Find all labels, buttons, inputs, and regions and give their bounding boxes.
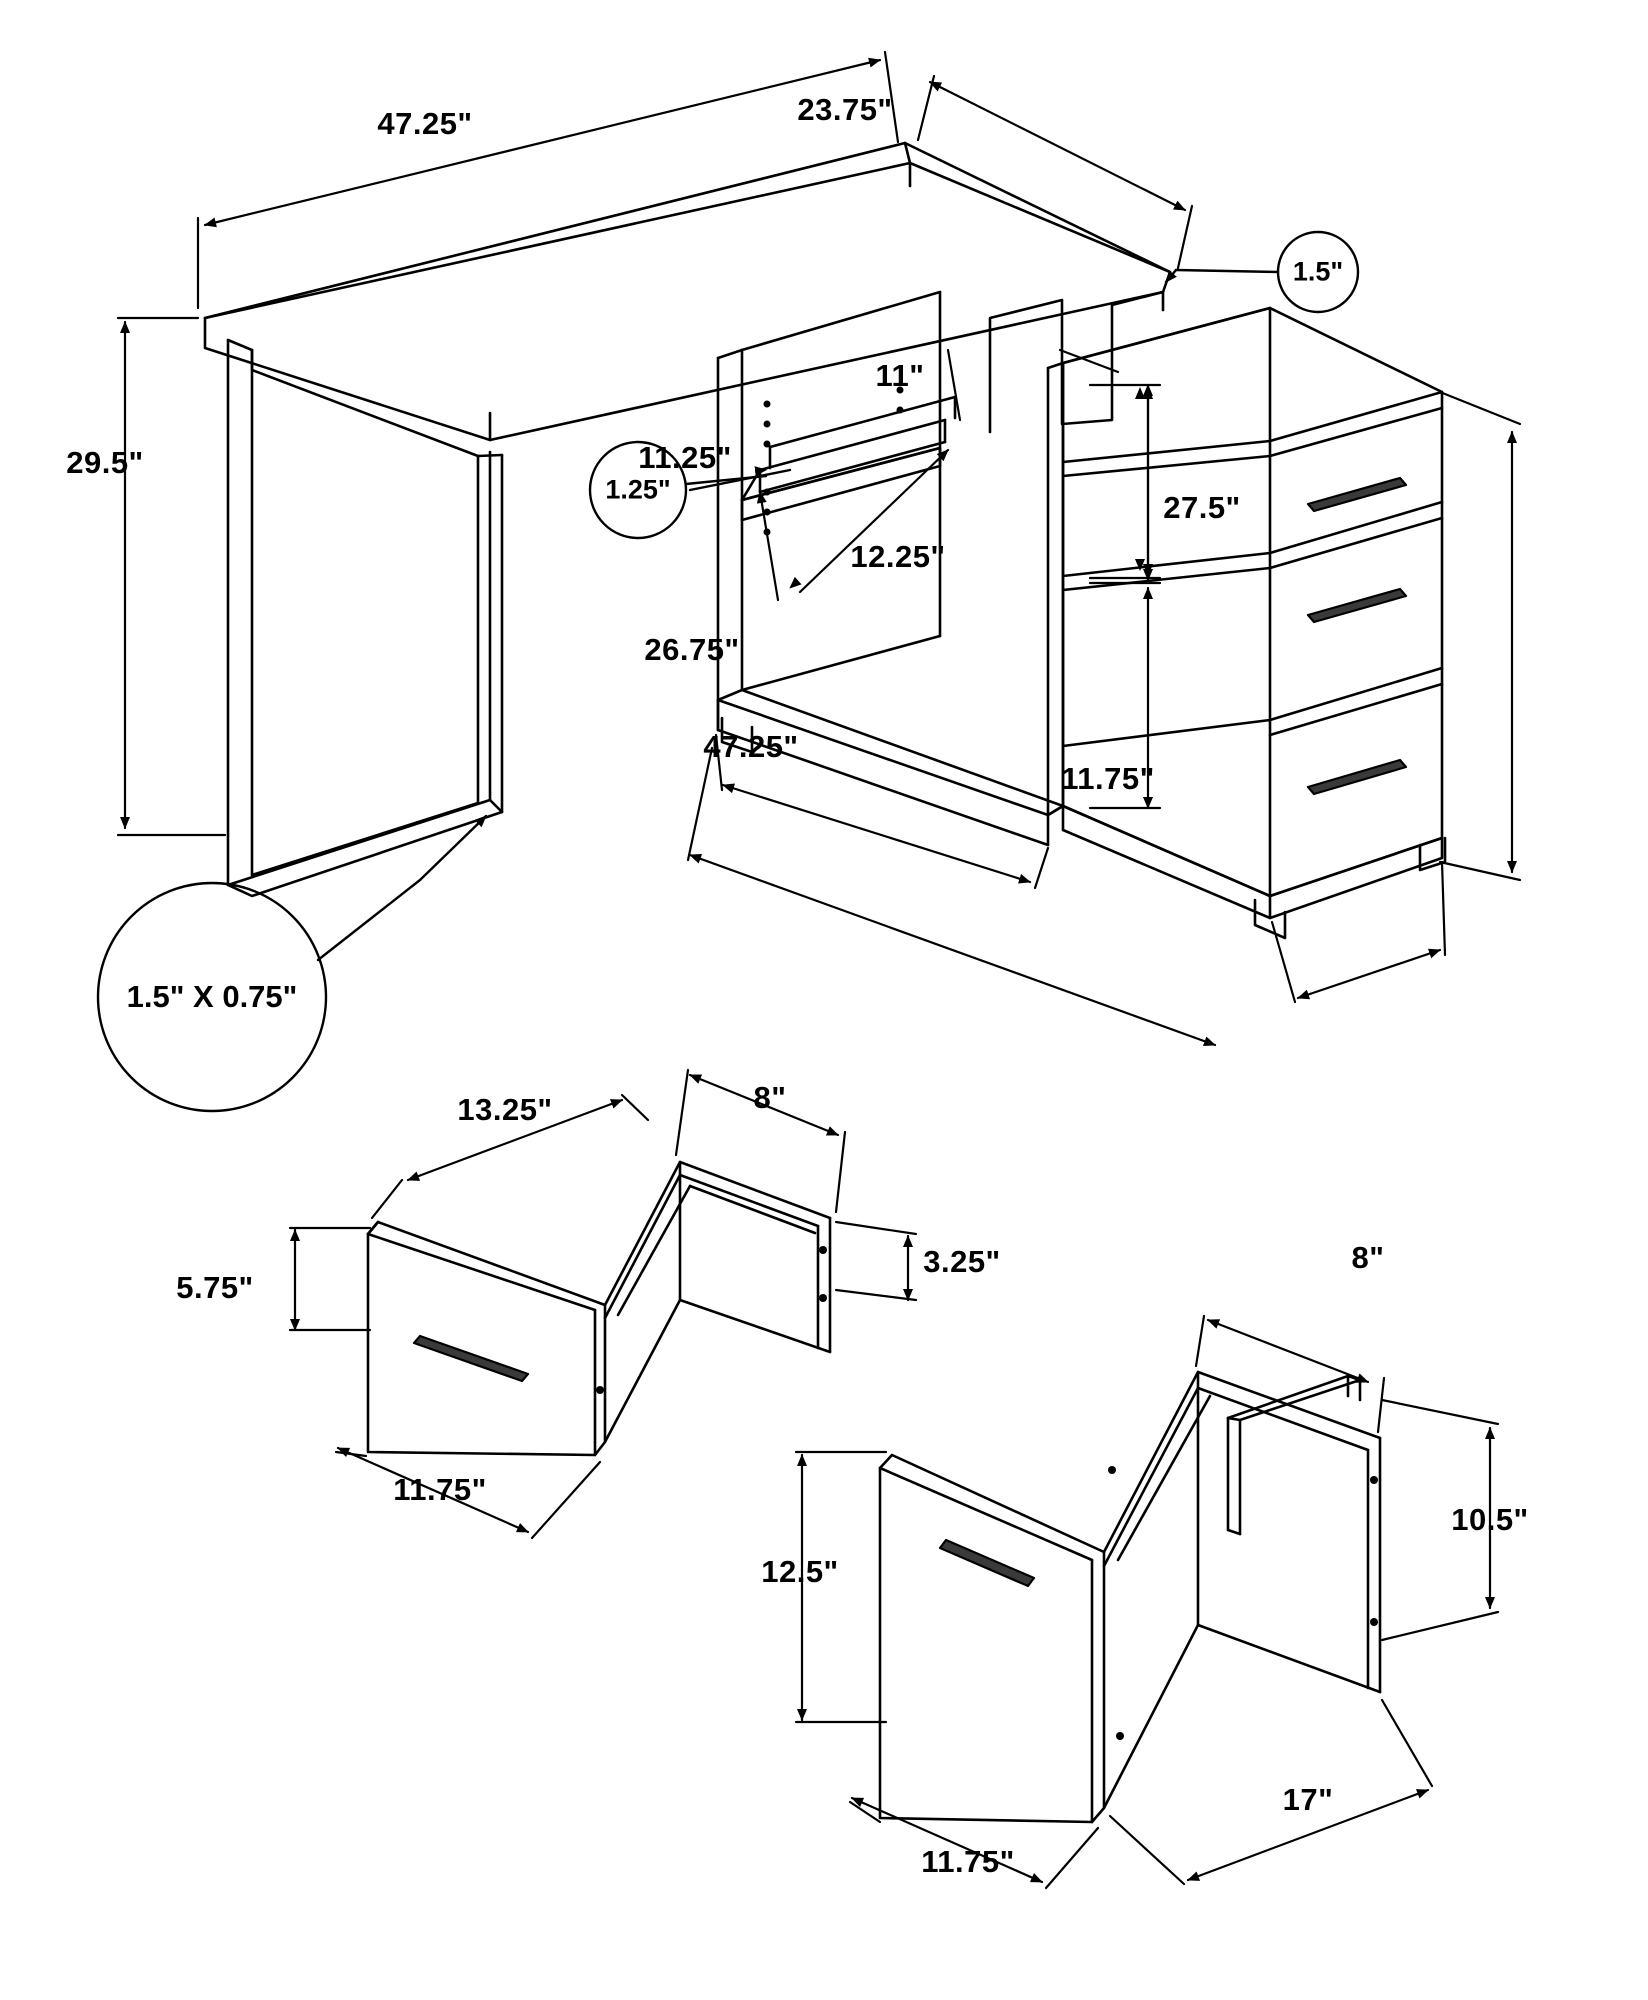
desk-top-surface bbox=[205, 143, 1170, 440]
dim-file-drawer-width: 17" bbox=[1282, 1782, 1334, 1817]
dim-desk-top-width: 47.25" bbox=[377, 106, 473, 141]
dim-lower-opening-height: 12.25" bbox=[850, 539, 946, 574]
dim-file-drawer-front-width: 11.75" bbox=[921, 1844, 1015, 1879]
dim-base-overall-width: 47.25" bbox=[703, 729, 799, 764]
dim-small-drawer-front-width: 11.75" bbox=[393, 1472, 487, 1507]
pedestal-divider-panel bbox=[1048, 363, 1063, 815]
dim-small-drawer-depth: 8" bbox=[753, 1080, 787, 1115]
dimension-pedestal-depth bbox=[1272, 862, 1445, 1002]
dim-desk-height: 29.5" bbox=[66, 445, 144, 480]
drawer-pedestal bbox=[1063, 308, 1445, 938]
dim-file-drawer-box-height: 10.5" bbox=[1451, 1502, 1529, 1537]
dim-file-drawer-front-height: 12.5" bbox=[761, 1554, 839, 1589]
dim-upper-opening-height: 11" bbox=[875, 358, 925, 393]
pedestal-drawer-handles bbox=[1308, 478, 1406, 794]
callout-top-thickness: 1.5" bbox=[1292, 256, 1344, 287]
small-drawer bbox=[368, 1162, 830, 1455]
left-leg-frame bbox=[228, 340, 502, 896]
dim-shelf-width: 11.25" bbox=[638, 440, 732, 475]
dim-file-drawer-depth: 8" bbox=[1351, 1240, 1385, 1275]
dim-small-drawer-front-height: 5.75" bbox=[176, 1270, 254, 1305]
dim-desk-top-depth: 23.75" bbox=[797, 92, 893, 127]
dimension-shelf-width bbox=[760, 350, 960, 600]
dim-small-drawer-width: 13.25" bbox=[457, 1092, 553, 1127]
shelf-cabinet bbox=[718, 292, 955, 730]
dimension-lines-file-drawer bbox=[796, 1316, 1498, 1888]
callout-panel-thickness: 1.25" bbox=[605, 474, 671, 505]
dim-pedestal-depth: 11.75" bbox=[1061, 761, 1155, 796]
callout-leg-profile: 1.5" X 0.75" bbox=[126, 979, 298, 1014]
file-drawer bbox=[880, 1372, 1380, 1822]
dim-small-drawer-box-height: 3.25" bbox=[923, 1244, 1001, 1279]
dimension-base-width bbox=[688, 748, 1215, 1045]
lower-base-shelf bbox=[718, 690, 1063, 845]
dimension-lines-main bbox=[118, 52, 1520, 880]
dim-pedestal-height: 27.5" bbox=[1163, 490, 1241, 525]
dim-lower-shelf-width: 26.75" bbox=[644, 632, 740, 667]
